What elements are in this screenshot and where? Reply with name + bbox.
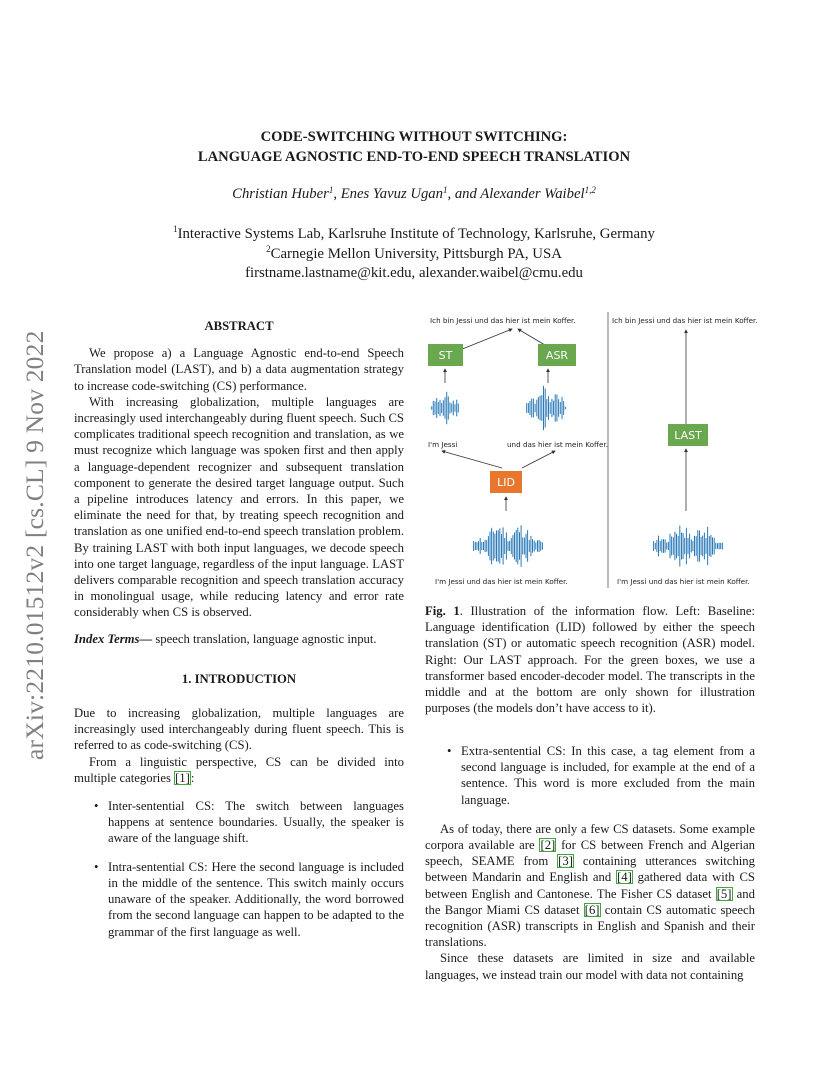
- citation-link[interactable]: [2]: [540, 838, 556, 853]
- waveform-icon: [652, 526, 724, 567]
- caption-label: Fig. 1: [425, 604, 460, 618]
- citation-link[interactable]: [6]: [584, 902, 600, 917]
- right-column: [425, 743, 755, 983]
- author-emails: firstname.lastname@kit.edu, alexander.waibel@cmu.edu: [245, 265, 583, 281]
- asr-label: ASR: [545, 349, 569, 362]
- bullet-icon: •: [94, 799, 99, 814]
- list-item-text: Inter-sentential CS: The switch between languages happens at sentence boundaries. Usually, the speaker is aware of the language shift.: [108, 799, 404, 846]
- bottom-left-transcript: I'm Jessi und das hier ist mein Koffer.: [435, 577, 568, 586]
- arxiv-identifier: arXiv:2210.01512v2 [cs.CL] 9 Nov 2022: [20, 330, 49, 760]
- affil-mark: 2: [266, 243, 271, 254]
- intro-paragraph-1: Due to increasing globalization, multiple languages are increasingly used interchangeably during fluent speech. This is referred to as code-switching (CS).: [74, 706, 404, 753]
- author-affil-mark: 1: [442, 185, 448, 195]
- caption-text: [425, 603, 755, 716]
- author-separator: ,: [333, 186, 341, 202]
- intro-paragraph-2-text: From a linguistic perspective, CS can be divided into multiple categories: [74, 754, 404, 785]
- figure-1-diagram: [420, 308, 765, 593]
- index-terms-text: speech translation, language agnostic input.: [152, 631, 377, 646]
- last-label: LAST: [674, 429, 702, 442]
- left-column: [74, 318, 404, 940]
- abstract-heading: ABSTRACT: [204, 319, 274, 333]
- datasets-paragraph: [425, 821, 755, 951]
- author-separator: , and: [447, 186, 481, 202]
- list-item-text: Intra-sentential CS: Here the second language is included in the middle of the sentence. This switch mainly occurs unaware of the speaker. Additionally, the word borrowed from the second language can happen to be adapted to the grammar of the first language as well.: [108, 859, 404, 939]
- paragraph-text: containing utterances switching between Mandarin and English and: [425, 854, 755, 885]
- affiliation-1-text: Interactive Systems Lab, Karlsruhe Institute of Technology, Karlsruhe, Germany: [177, 226, 655, 242]
- bullet-icon: •: [94, 859, 99, 874]
- introduction-heading: 1. INTRODUCTION: [181, 671, 297, 686]
- left-top-transcript: Ich bin Jessi und das hier ist mein Koffer.: [430, 316, 576, 325]
- affil-mark: 1: [173, 224, 178, 234]
- author-list: [0, 186, 828, 203]
- citation-link[interactable]: [5]: [716, 886, 732, 901]
- figure-caption: [425, 603, 755, 716]
- affiliation-1: [0, 225, 828, 245]
- list-item-text: Extra-sentential CS: In this case, a tag element from a second language is included, for example at the end of a sentence. This word is more excluded from the main language.: [461, 744, 755, 807]
- cs-category-list-continued: [447, 743, 755, 808]
- caption-body: . Illustration of the information flow. Left: Baseline: Language identification (LID) followed by either the speech translation (ST) or automatic speech recognition (ASR) model. Right: Our LAST approach. For the green boxes, we use a transformer based encoder-decoder model. The transcripts in the middle and at the bottom are only shown for illustration purposes (the models don’t have access to it).: [425, 604, 755, 716]
- paragraph-text: contain CS automatic speech recognition (ASR) transcripts in English and Spanish and their translations.: [425, 902, 755, 950]
- author-name: Enes Yavuz Ugan: [340, 186, 443, 202]
- index-terms: [74, 631, 404, 647]
- bullet-icon: •: [447, 744, 452, 758]
- waveform-icon: [472, 525, 544, 567]
- st-label: ST: [438, 349, 453, 362]
- list-item: [94, 798, 404, 847]
- author-name: Christian Huber: [232, 186, 329, 202]
- author-affil-mark: 1: [328, 185, 334, 195]
- cs-category-list: [94, 798, 404, 940]
- intro-paragraph-2-end: :: [190, 770, 195, 785]
- waveform-icon: [430, 392, 460, 424]
- bottom-right-transcript: I'm Jessi und das hier ist mein Koffer.: [617, 577, 750, 586]
- abstract-paragraph-1: We propose a) a Language Agnostic end-to-end Speech Translation model (LAST), and b) a data augmentation strategy to increase code-switching (CS) performance.: [74, 346, 404, 393]
- paragraph-text: and the Bangor Miami CS dataset: [425, 886, 755, 917]
- right-top-transcript: Ich bin Jessi und das hier ist mein Koffer.: [612, 316, 758, 325]
- paper-title-line-1: CODE-SWITCHING WITHOUT SWITCHING:: [260, 129, 568, 145]
- lid-label: LID: [497, 476, 515, 489]
- paragraph-text: As of today, there are only a few CS datasets. Some example corpora available are: [425, 821, 755, 853]
- paragraph-text: for CS between French and Algerian speech, SEAME from: [425, 838, 755, 869]
- limited-datasets-paragraph: Since these datasets are limited in size and available languages, we instead train our model with data not containing: [425, 951, 755, 982]
- mid-right-transcript: und das hier ist mein Koffer.: [507, 440, 608, 449]
- mid-left-transcript: I'm Jessi: [428, 440, 458, 449]
- citation-link[interactable]: [1]: [175, 770, 190, 785]
- citation-link[interactable]: [4]: [617, 870, 632, 885]
- paragraph-text: gathered data with CS between English and Cantonese. The Fisher CS dataset: [425, 870, 755, 901]
- waveform-icon: [525, 386, 567, 430]
- affiliation-2-text: Carnegie Mellon University, Pittsburgh PA, USA: [270, 245, 562, 262]
- abstract-paragraph-2: With increasing globalization, multiple languages are increasingly used interchangeably during fluent speech. Such CS complicates traditional speech recognition and translation, as we must recognize which language was spoken first and then apply a language-dependent recognizer and subsequent translation component to generate the desired target language output. Such a pipeline introduces latency and errors. In this paper, we eliminate the need for that, by treating speech recognition and translation as one unified end-to-end speech translation problem. By training LAST with both input languages, we decode speech into one target language, regardless of the input language. LAST delivers comparable recognition and speech translation accuracy in monolingual usage, while reducing latency and error rate considerably when CS is observed.: [74, 394, 404, 620]
- index-terms-label: Index Terms—: [74, 631, 153, 646]
- affiliation-2: [0, 245, 828, 265]
- author-name: Alexander Waibel: [480, 186, 585, 202]
- author-affil-mark: 1,2: [584, 185, 596, 195]
- intro-paragraph-2: [74, 754, 404, 786]
- list-item: [447, 743, 755, 808]
- citation-link[interactable]: [3]: [558, 854, 573, 869]
- paper-title-line-2: LANGUAGE AGNOSTIC END-TO-END SPEECH TRANSLATION: [197, 149, 631, 165]
- list-item: [94, 859, 404, 940]
- affiliations: [0, 225, 828, 284]
